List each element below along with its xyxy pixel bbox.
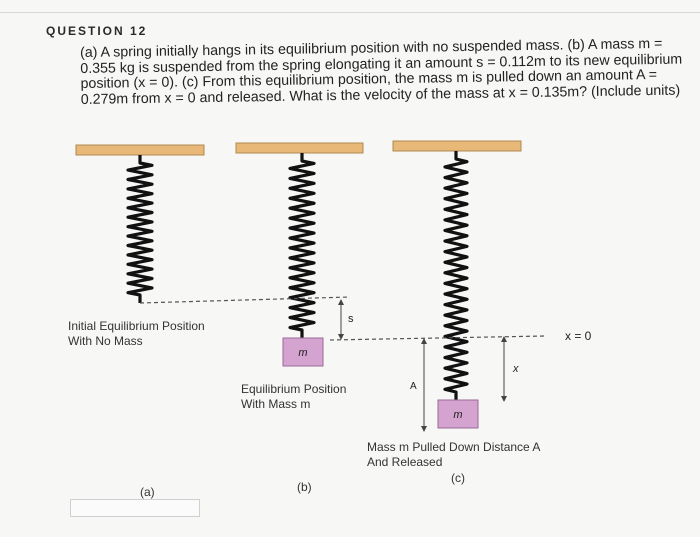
ceiling-beam-b (236, 143, 363, 153)
ceiling-beam-c (393, 141, 521, 151)
equilibrium-level-line (330, 336, 545, 340)
question-label: QUESTION 12 (46, 24, 148, 38)
caption-b: (b) (297, 480, 312, 494)
question-text: (a) A spring initially hangs in its equilibrium position with no suspended mass. (b) A mass m = 0.355 kg is suspended from the spring elongating it an amount s = 0.112m to its new equilibrium position (x = 0). (c) From this equilibrium position, the mass m is pulled down an amount A = 0.279m from x = 0 and released. What is the velocity of the mass at x = 0.135m? (Include units) (79, 35, 683, 108)
spring-b-coil (290, 153, 314, 338)
label-equilibrium-with-mass: Equilibrium Position With Mass m (241, 382, 347, 411)
caption-c: (c) (451, 471, 465, 485)
mass-label-c: m (453, 409, 463, 421)
answer-input-box[interactable] (70, 499, 200, 517)
x-zero-label: x = 0 (565, 329, 592, 343)
A-label: A (410, 381, 417, 392)
spring-b (290, 153, 314, 338)
s-label: s (348, 313, 354, 325)
spring-a-coil (128, 155, 152, 303)
x-label: x (513, 363, 519, 375)
mass-label-b: m (298, 347, 308, 359)
initial-level-line (140, 297, 350, 303)
spring-c (445, 151, 467, 400)
spring-c-coil (445, 151, 467, 400)
label-initial-equilibrium: Initial Equilibrium Position With No Mass (68, 319, 205, 348)
spring-a (128, 155, 152, 303)
ceiling-beam-a (76, 145, 204, 155)
label-pulled-down: Mass m Pulled Down Distance A And Released (367, 440, 541, 469)
caption-a: (a) (140, 485, 155, 499)
